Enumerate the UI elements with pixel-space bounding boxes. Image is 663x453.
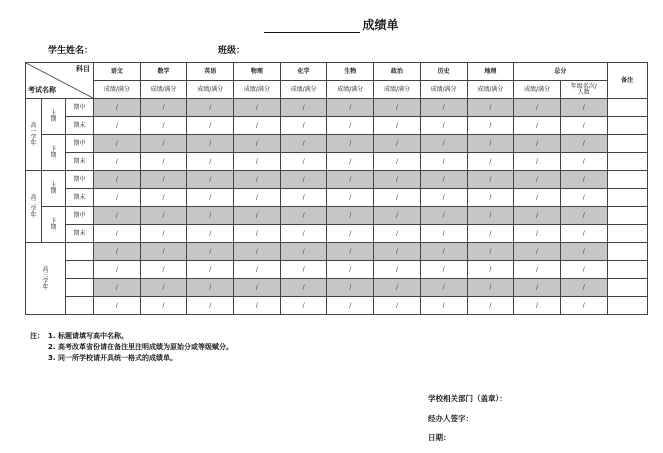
score-cell[interactable]: /	[187, 99, 234, 117]
score-cell[interactable]: /	[374, 171, 421, 189]
score-cell[interactable]: /	[140, 225, 187, 243]
score-cell[interactable]: /	[560, 261, 607, 279]
score-cell[interactable]: /	[187, 135, 234, 153]
score-cell[interactable]: /	[374, 225, 421, 243]
score-cell[interactable]: /	[234, 243, 281, 261]
term-half-label: 下 期	[42, 207, 66, 243]
score-cell[interactable]: /	[327, 261, 374, 279]
subject-header: 物理	[234, 63, 281, 81]
score-cell[interactable]: /	[187, 171, 234, 189]
grade-row	[26, 297, 648, 315]
score-full-subheader: 成绩/满分	[420, 81, 467, 99]
score-cell[interactable]: /	[327, 117, 374, 135]
score-cell[interactable]: /	[280, 225, 327, 243]
score-cell[interactable]: /	[514, 117, 561, 135]
subject-header: 语文	[94, 63, 141, 81]
score-cell[interactable]: /	[280, 117, 327, 135]
score-cell[interactable]: /	[560, 117, 607, 135]
exam-type-label: 期末	[66, 117, 94, 135]
score-cell[interactable]: /	[374, 135, 421, 153]
score-cell[interactable]: /	[374, 117, 421, 135]
score-cell[interactable]: /	[514, 225, 561, 243]
score-cell[interactable]: /	[374, 297, 421, 315]
exam-type-label: 期中	[66, 207, 94, 225]
score-cell[interactable]: /	[467, 189, 514, 207]
rank-subheader	[560, 81, 607, 99]
school-name-blank[interactable]	[264, 20, 360, 33]
score-cell[interactable]: /	[140, 135, 187, 153]
grade-row	[26, 99, 648, 117]
score-cell[interactable]: /	[560, 243, 607, 261]
score-cell[interactable]: /	[280, 189, 327, 207]
exam-type-blank[interactable]	[66, 297, 94, 315]
score-cell[interactable]: /	[420, 261, 467, 279]
score-cell[interactable]: /	[280, 207, 327, 225]
score-full-subheader: 成绩/满分	[234, 81, 281, 99]
score-cell[interactable]: /	[187, 261, 234, 279]
score-cell[interactable]: /	[467, 261, 514, 279]
term-half-label: 下 期	[42, 135, 66, 171]
score-cell[interactable]: /	[140, 171, 187, 189]
score-cell[interactable]: /	[187, 153, 234, 171]
exam-type-label: 期末	[66, 153, 94, 171]
handler-signature-label: 经办人签字：	[428, 414, 473, 423]
header-row-subjects	[26, 63, 648, 81]
score-cell[interactable]: /	[560, 189, 607, 207]
score-cell[interactable]: /	[327, 207, 374, 225]
score-cell[interactable]: /	[94, 297, 141, 315]
title-text: 成绩单	[362, 18, 399, 32]
exam-type-blank[interactable]	[66, 279, 94, 297]
grade-table	[25, 62, 648, 315]
score-full-subheader: 成绩/满分	[94, 81, 141, 99]
score-cell[interactable]: /	[234, 99, 281, 117]
score-cell[interactable]: /	[140, 153, 187, 171]
grade-row	[26, 279, 648, 297]
remark-cell[interactable]	[607, 171, 647, 189]
grade-row	[26, 153, 648, 171]
exam-type-label: 期中	[66, 171, 94, 189]
score-cell[interactable]: /	[234, 225, 281, 243]
remark-cell[interactable]	[607, 135, 647, 153]
score-cell[interactable]: /	[560, 171, 607, 189]
score-cell[interactable]: /	[327, 243, 374, 261]
score-cell[interactable]: /	[140, 261, 187, 279]
score-cell[interactable]: /	[467, 99, 514, 117]
score-cell[interactable]: /	[140, 117, 187, 135]
score-cell[interactable]: /	[327, 297, 374, 315]
remark-cell[interactable]	[607, 297, 647, 315]
score-cell[interactable]: /	[280, 279, 327, 297]
remark-cell[interactable]	[607, 189, 647, 207]
score-cell[interactable]: /	[467, 117, 514, 135]
score-cell[interactable]: /	[327, 99, 374, 117]
subject-corner-label: 科目	[76, 65, 91, 73]
total-header: 总分	[514, 63, 607, 81]
remark-cell[interactable]	[607, 225, 647, 243]
date-label: 日期：	[428, 433, 451, 442]
score-cell[interactable]: /	[420, 135, 467, 153]
score-cell[interactable]: /	[94, 225, 141, 243]
score-cell[interactable]: /	[234, 117, 281, 135]
score-cell[interactable]: /	[327, 135, 374, 153]
score-cell[interactable]: /	[374, 189, 421, 207]
score-cell[interactable]: /	[420, 99, 467, 117]
score-cell[interactable]: /	[420, 207, 467, 225]
grade-row	[26, 171, 648, 189]
remark-cell[interactable]	[607, 99, 647, 117]
score-cell[interactable]: /	[140, 99, 187, 117]
score-cell[interactable]: /	[560, 297, 607, 315]
subject-header: 英语	[187, 63, 234, 81]
term-half-label: 上 期	[42, 99, 66, 135]
score-cell[interactable]: /	[94, 279, 141, 297]
score-cell[interactable]: /	[140, 189, 187, 207]
score-cell[interactable]: /	[140, 207, 187, 225]
score-cell[interactable]: /	[280, 261, 327, 279]
score-cell[interactable]: /	[467, 297, 514, 315]
year-label: 高 二 学 年	[26, 171, 42, 243]
exam-name-corner-label: 考试名称	[28, 86, 56, 94]
score-cell[interactable]: /	[420, 117, 467, 135]
score-cell[interactable]: /	[467, 207, 514, 225]
remark-header: 备注	[607, 63, 647, 99]
score-cell[interactable]: /	[374, 153, 421, 171]
score-cell[interactable]: /	[234, 261, 281, 279]
score-cell[interactable]: /	[467, 279, 514, 297]
score-cell[interactable]: /	[280, 99, 327, 117]
grade-row	[26, 261, 648, 279]
grade-row	[26, 117, 648, 135]
score-cell[interactable]: /	[420, 189, 467, 207]
exam-type-blank[interactable]	[66, 261, 94, 279]
score-cell[interactable]: /	[280, 171, 327, 189]
score-cell[interactable]: /	[280, 243, 327, 261]
score-cell[interactable]: /	[187, 243, 234, 261]
exam-type-blank[interactable]	[66, 243, 94, 261]
note-item: 1. 标题请填写高中名称。	[48, 332, 128, 340]
subject-header: 数学	[140, 63, 187, 81]
score-cell[interactable]: /	[420, 279, 467, 297]
score-cell[interactable]: /	[280, 153, 327, 171]
score-cell[interactable]: /	[187, 279, 234, 297]
exam-type-label: 期末	[66, 225, 94, 243]
notes-prefix: 注：	[30, 332, 44, 340]
score-cell[interactable]: /	[560, 153, 607, 171]
rank-label-line2: 人数	[577, 88, 590, 96]
subject-header: 历史	[420, 63, 467, 81]
dept-stamp-label: 学校相关部门（盖章）：	[428, 394, 507, 403]
score-cell[interactable]: /	[140, 243, 187, 261]
score-cell[interactable]: /	[514, 297, 561, 315]
score-cell[interactable]: /	[514, 171, 561, 189]
header-row-sub	[26, 81, 648, 99]
score-cell[interactable]: /	[327, 189, 374, 207]
score-cell[interactable]: /	[327, 225, 374, 243]
remark-cell[interactable]	[607, 261, 647, 279]
note-item: 2. 高考改革省份请在备注里注明成绩为原始分或等级赋分。	[48, 343, 233, 351]
grade-row	[26, 135, 648, 153]
exam-type-label: 期中	[66, 99, 94, 117]
score-cell[interactable]: /	[514, 153, 561, 171]
score-cell[interactable]: /	[94, 243, 141, 261]
grade-row	[26, 189, 648, 207]
score-cell[interactable]: /	[234, 171, 281, 189]
score-cell[interactable]: /	[514, 207, 561, 225]
score-cell[interactable]: /	[187, 207, 234, 225]
grade-row	[26, 225, 648, 243]
score-cell[interactable]: /	[140, 297, 187, 315]
class-label: 班级：	[218, 46, 246, 56]
score-full-subheader: 成绩/满分	[280, 81, 327, 99]
score-cell[interactable]: /	[467, 225, 514, 243]
grade-row	[26, 207, 648, 225]
score-cell[interactable]: /	[187, 117, 234, 135]
score-cell[interactable]: /	[94, 261, 141, 279]
score-cell[interactable]: /	[280, 135, 327, 153]
remark-cell[interactable]	[607, 207, 647, 225]
exam-type-label: 期中	[66, 135, 94, 153]
score-cell[interactable]: /	[514, 135, 561, 153]
score-cell[interactable]: /	[374, 99, 421, 117]
score-cell[interactable]: /	[94, 99, 141, 117]
score-cell[interactable]: /	[234, 207, 281, 225]
score-cell[interactable]: /	[94, 171, 141, 189]
score-cell[interactable]: /	[467, 243, 514, 261]
score-cell[interactable]: /	[280, 297, 327, 315]
rank-label-line1: 年级名次/	[570, 82, 597, 90]
notes-block	[30, 331, 233, 364]
score-full-subheader: 成绩/满分	[187, 81, 234, 99]
score-cell[interactable]: /	[187, 225, 234, 243]
year-label: 高 一 学 年	[26, 99, 42, 171]
year-label: 高 三 学 年	[26, 243, 66, 315]
score-cell[interactable]: /	[94, 207, 141, 225]
exam-type-label: 期末	[66, 189, 94, 207]
score-cell[interactable]: /	[514, 99, 561, 117]
score-full-subheader: 成绩/满分	[374, 81, 421, 99]
score-cell[interactable]: /	[187, 297, 234, 315]
score-cell[interactable]: /	[374, 279, 421, 297]
score-cell[interactable]: /	[187, 189, 234, 207]
remark-cell[interactable]	[607, 153, 647, 171]
score-cell[interactable]: /	[94, 153, 141, 171]
score-cell[interactable]: /	[140, 279, 187, 297]
score-cell[interactable]: /	[327, 153, 374, 171]
subject-header: 生物	[327, 63, 374, 81]
score-cell[interactable]: /	[234, 135, 281, 153]
score-cell[interactable]: /	[234, 279, 281, 297]
subject-header: 地理	[467, 63, 514, 81]
score-full-subheader: 成绩/满分	[140, 81, 187, 99]
remark-cell[interactable]	[607, 243, 647, 261]
remark-cell[interactable]	[607, 279, 647, 297]
score-cell[interactable]: /	[420, 171, 467, 189]
score-cell[interactable]: /	[560, 99, 607, 117]
score-cell[interactable]: /	[514, 279, 561, 297]
score-cell[interactable]: /	[327, 171, 374, 189]
score-cell[interactable]: /	[374, 243, 421, 261]
document-title	[0, 16, 663, 33]
score-cell[interactable]: /	[234, 153, 281, 171]
subject-header: 化学	[280, 63, 327, 81]
score-full-subheader: 成绩/满分	[327, 81, 374, 99]
score-cell[interactable]: /	[514, 189, 561, 207]
score-cell[interactable]: /	[560, 135, 607, 153]
subject-header: 政治	[374, 63, 421, 81]
remark-cell[interactable]	[607, 117, 647, 135]
score-cell[interactable]: /	[560, 225, 607, 243]
score-cell[interactable]: /	[560, 207, 607, 225]
score-cell[interactable]: /	[467, 171, 514, 189]
grade-row	[26, 243, 648, 261]
score-cell[interactable]: /	[94, 135, 141, 153]
score-cell[interactable]: /	[234, 297, 281, 315]
score-cell[interactable]: /	[420, 153, 467, 171]
score-cell[interactable]: /	[234, 189, 281, 207]
score-cell[interactable]: /	[420, 297, 467, 315]
score-cell[interactable]: /	[420, 243, 467, 261]
note-item: 3. 同一所学校请开具统一格式的成绩单。	[48, 354, 177, 362]
student-name-label: 学生姓名：	[48, 46, 94, 56]
score-cell[interactable]: /	[420, 225, 467, 243]
score-cell[interactable]: /	[560, 279, 607, 297]
score-cell[interactable]: /	[467, 153, 514, 171]
score-cell[interactable]: /	[94, 117, 141, 135]
score-cell[interactable]: /	[514, 243, 561, 261]
header-corner-cell	[26, 63, 94, 99]
score-cell[interactable]: /	[327, 279, 374, 297]
score-cell[interactable]: /	[94, 189, 141, 207]
score-cell[interactable]: /	[374, 261, 421, 279]
score-full-subheader: 成绩/满分	[467, 81, 514, 99]
term-half-label: 上 期	[42, 171, 66, 207]
score-full-subheader: 成绩/满分	[514, 81, 561, 99]
score-cell[interactable]: /	[514, 261, 561, 279]
score-cell[interactable]: /	[467, 135, 514, 153]
score-cell[interactable]: /	[374, 207, 421, 225]
